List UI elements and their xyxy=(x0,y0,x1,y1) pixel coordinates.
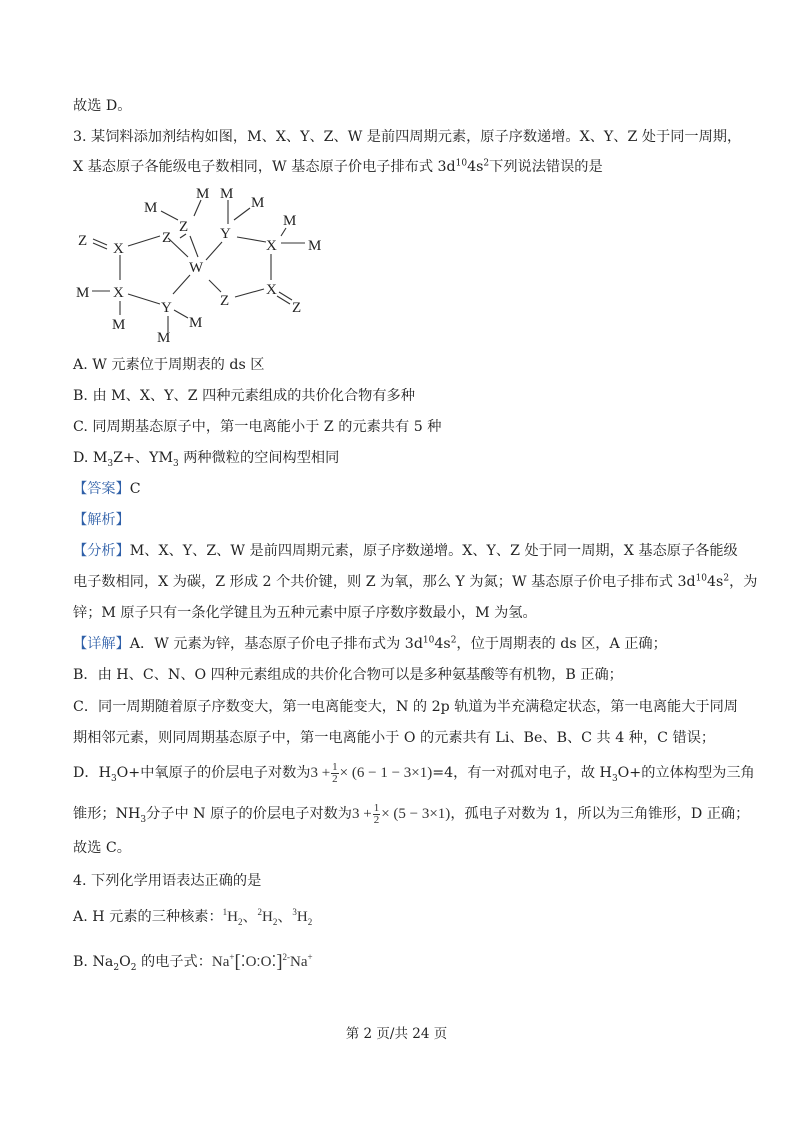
question-3-stem-cont: X 基态原子各能级电子数相同，W 基态原子价电子排布式 $3d^{10}4s^2$下列说法错误的是 xyxy=(73,158,603,175)
molecular-structure-diagram xyxy=(70,180,340,340)
atom-label: Z xyxy=(78,233,88,249)
atom-label: W xyxy=(189,260,204,276)
analysis-text: 电子数相同，X 为碳，Z 形成 2 个共价键，则 Z 为氧，那么 Y 为氮；W 基态原子价电子排布式 $3d^{10}4s^2$，为 xyxy=(73,573,758,590)
option-b: B. 由 M、X、Y、Z 四种元素组成的共价化合物有多种 xyxy=(73,388,415,404)
question-4-stem: 4. 下列化学用语表达正确的是 xyxy=(73,873,262,889)
detail-c: C．同一周期随着原子序数变大，第一电离能变大，N 的 2p 轨道为半充满稳定状态，第一电离能大于同周 xyxy=(73,699,738,715)
option-c: C. 同周期基态原子中，第一电离能小于 Z 的元素共有 5 种 xyxy=(73,419,442,435)
option-d: D. $M_3Z+$、$YM_3$ 两种微粒的空间构型相同 xyxy=(73,450,340,469)
atom-label: M xyxy=(189,315,203,331)
svg-text:M: M xyxy=(157,330,171,345)
atom-label: M xyxy=(308,238,322,254)
detail-c-cont: 期相邻元素，则同周期基态原子中，第一电离能小于 O 的元素共有 Li、Be、B、C 共 4 种，C 错误； xyxy=(73,730,716,746)
text-line: 故选 D。 xyxy=(73,98,132,114)
atom-label: Y xyxy=(220,226,231,242)
page-footer: 第 2 页/共 24 页 xyxy=(345,1026,448,1042)
atom-label: Z xyxy=(162,230,172,246)
atom-label: X xyxy=(266,282,277,298)
question-4-option-b: B. $Na_2O_2$ 的电子式：Na+[⁚O:O⁚]$^{2-}$Na+ xyxy=(73,951,313,973)
atom-label: M xyxy=(112,317,126,333)
detail-b: B．由 H、C、N、O 四种元素组成的共价化合物可以是多种氨基酸等有机物，B 正确； xyxy=(73,667,623,683)
atom-label: Z xyxy=(292,300,302,316)
atom-label: Z xyxy=(220,293,230,309)
atom-label: M xyxy=(283,213,297,229)
atom-label: Y xyxy=(161,300,172,316)
atom-label: M xyxy=(76,285,90,301)
atom-label: M xyxy=(251,195,265,211)
atom-label: M xyxy=(220,186,234,202)
atom-label: M xyxy=(196,186,210,202)
question-3-stem: 3. 某饲料添加剂结构如图，M、X、Y、Z、W 是前四周期元素，原子序数递增。X、Y、Z 处于同一周期， xyxy=(73,129,742,145)
electron-formula: Na+[⁚O:O⁚]$^{2-}$Na+ xyxy=(211,951,313,973)
detail-end: 故选 C。 xyxy=(73,840,131,856)
formula: 3 + $\frac{1}{2}$ × (5 − 3×1) xyxy=(351,802,451,826)
atom-label: X xyxy=(266,238,277,254)
atom-label: X xyxy=(113,285,124,301)
question-4-option-a: A. H 元素的三种核素：$^1H_2$、$^2H_2$、$^3H_2$ xyxy=(73,907,313,927)
detail-d-cont: 锥形；$NH_3$分子中 N 原子的价层电子对数为3 + $\frac{1}{2}$ × (5 − 3×1)，孤电子对数为 1，所以为三角锥形，D 正确； xyxy=(73,802,750,826)
detail-d: D．$H_3O+$中氧原子的价层电子对数为3 + $\frac{1}{2}$ × (6 − 1 − 3×1)=4，有一对孤对电子，故 $H_3O+$的立体构型为三角 xyxy=(73,761,755,785)
answer-line: 【答案】C xyxy=(73,481,141,497)
atom-label: X xyxy=(113,241,124,257)
analysis-text: 锌；M 原子只有一条化学键且为五种元素中原子序数序数最小，M 为氢。 xyxy=(73,605,537,621)
analysis-heading: 【解析】 xyxy=(73,512,130,528)
atom-label: M xyxy=(144,200,158,216)
analysis-text: 【分析】M、X、Y、Z、W 是前四周期元素，原子序数递增。X、Y、Z 处于同一周期，X 基态原子各能级 xyxy=(73,543,738,559)
option-a: A. W 元素位于周期表的 ds 区 xyxy=(73,357,265,373)
atom-label: Z xyxy=(179,219,189,235)
atom-label-bottom xyxy=(155,329,175,345)
detail-a: 【详解】A．W 元素为锌，基态原子价电子排布式为 $3d^{10}4s^2$，位于周期表的 ds 区，A 正确； xyxy=(73,635,667,652)
formula: 3 + $\frac{1}{2}$ × (6 − 1 − 3×1) xyxy=(310,761,433,785)
